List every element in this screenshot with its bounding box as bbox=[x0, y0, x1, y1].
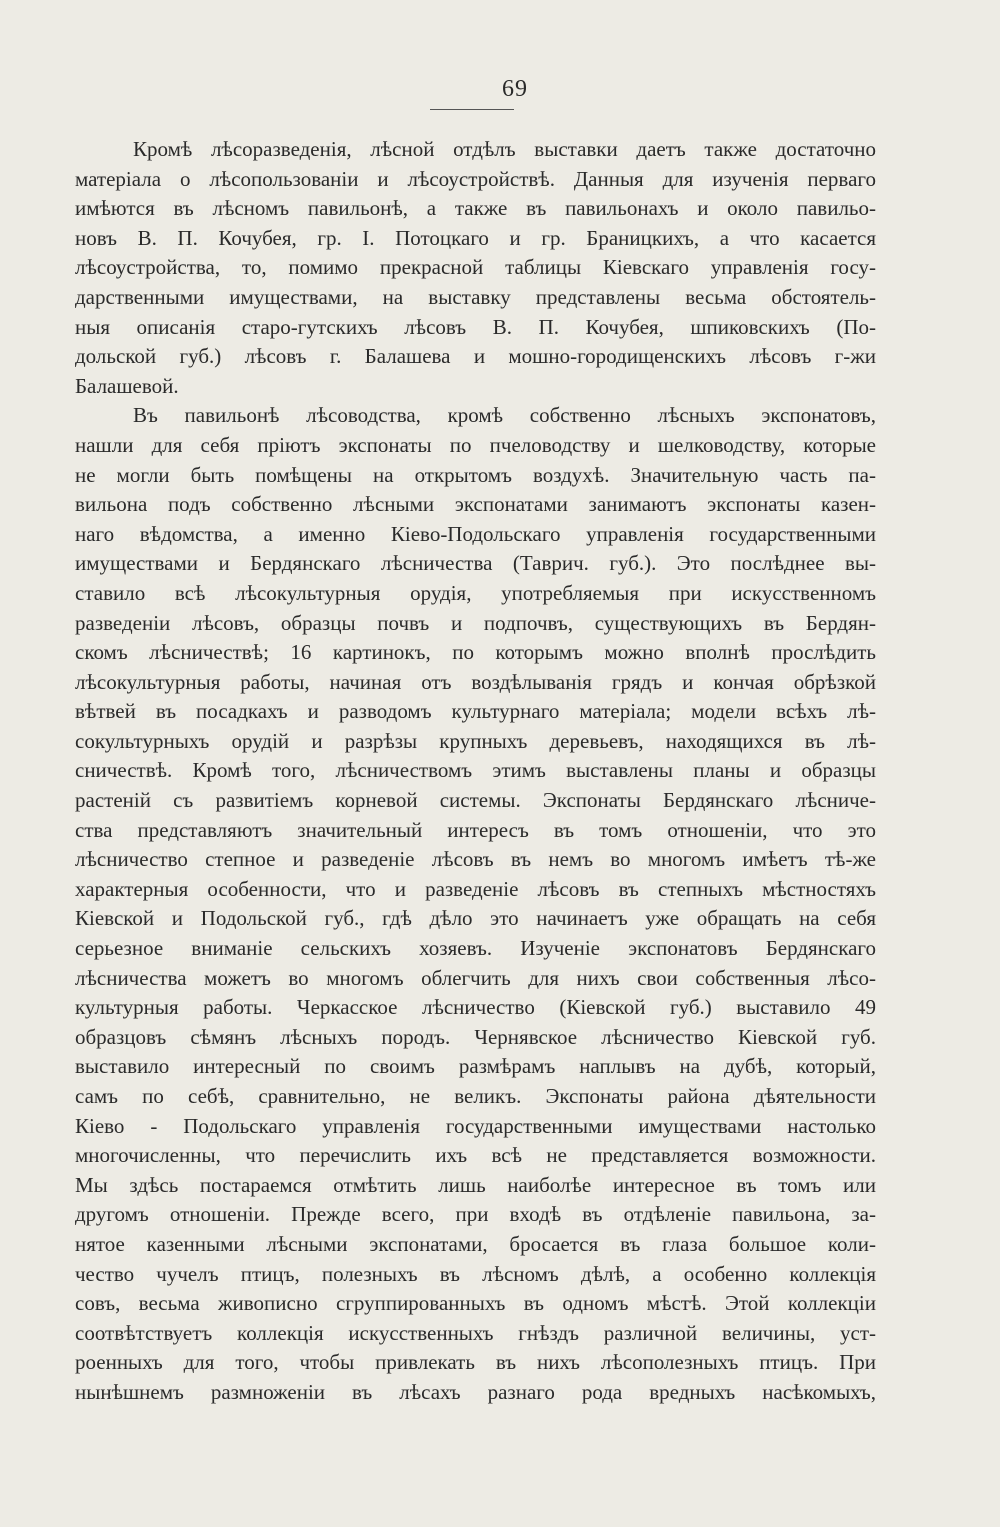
text-line: Кіево - Подольскаго управленія государственными имуществами настолько bbox=[75, 1113, 876, 1138]
text-line: лѣсничества можетъ во многомъ облегчить для нихъ свои собственныя лѣсо- bbox=[75, 965, 876, 990]
text-line: Балашевой. bbox=[75, 373, 179, 398]
text-line: ныя описанія старо-гутскихъ лѣсовъ В. П. Кочубея, шпиковскихъ (По- bbox=[75, 314, 876, 339]
text-line: роенныхъ для того, чтобы привлекать въ нихъ лѣсополезныхъ птицъ. При bbox=[75, 1350, 876, 1375]
body-text bbox=[75, 135, 876, 1408]
text-line: дарственными имуществами, на выставку представлены весьма обстоятель- bbox=[75, 284, 876, 309]
text-line: наго вѣдомства, а именно Кіево-Подольскаго управленія государственными bbox=[75, 521, 876, 546]
text-line: дольской губ.) лѣсовъ г. Балашева и мошно-городищенскихъ лѣсовъ г-жи bbox=[75, 344, 876, 369]
text-line: Кромѣ лѣсоразведенія, лѣсной отдѣлъ выставки даетъ также достаточно bbox=[133, 137, 876, 161]
text-line: лѣсничество степное и разведеніе лѣсовъ въ немъ во многомъ имѣетъ тѣ-же bbox=[75, 847, 876, 872]
text-line: сокультурныхъ орудій и разрѣзы крупныхъ деревьевъ, находящихся въ лѣ- bbox=[75, 728, 876, 753]
text-line: нашли для себя пріютъ экспонаты по пчеловодству и шелководству, которые bbox=[75, 432, 876, 457]
text-line: Въ павильонѣ лѣсоводства, кромѣ собственно лѣсныхъ экспонатовъ, bbox=[133, 403, 876, 428]
text-line: другомъ отношеніи. Прежде всего, при входѣ въ отдѣленіе павильона, за- bbox=[75, 1202, 876, 1227]
text-line: вильона подъ собственно лѣсными экспонатами занимаютъ экспонаты казен- bbox=[75, 492, 876, 517]
text-line: Кіевской и Подольской губ., гдѣ дѣло это начинаетъ уже обращать на себя bbox=[75, 906, 876, 931]
text-line: разведеніи лѣсовъ, образцы почвъ и подпочвъ, существующихъ въ Бердян- bbox=[75, 610, 876, 635]
text-line: характерныя особенности, что и разведеніе лѣсовъ въ степныхъ мѣстностяхъ bbox=[75, 876, 876, 901]
paragraph-2 bbox=[75, 401, 876, 1407]
page-number: 69 bbox=[502, 76, 528, 102]
text-line: самъ по себѣ, сравнительно, не великъ. Экспонаты района дѣятельности bbox=[75, 1084, 876, 1108]
text-line: чество чучелъ птицъ, полезныхъ въ лѣсномъ дѣлѣ, а особенно коллекція bbox=[75, 1261, 876, 1286]
text-line: растеній съ развитіемъ корневой системы. Экспонаты Бердянскаго лѣсниче- bbox=[75, 788, 876, 813]
text-line: вѣтвей въ посадкахъ и разводомъ культурнаго матеріала; модели всѣхъ лѣ- bbox=[75, 699, 876, 724]
text-line: Мы здѣсь постараемся отмѣтить лишь наиболѣе интересное въ томъ или bbox=[75, 1172, 876, 1197]
text-line: соотвѣтствуетъ коллекція искусственныхъ гнѣздъ различной величины, уст- bbox=[75, 1320, 876, 1345]
text-line: лѣсоустройства, то, помимо прекрасной таблицы Кіевскаго управленія госу- bbox=[75, 255, 876, 280]
text-line: культурныя работы. Черкасское лѣсничество (Кіевской губ.) выставило 49 bbox=[75, 995, 876, 1020]
page-number-rule bbox=[430, 109, 514, 110]
text-line: выставило интересный по своимъ размѣрамъ наплывъ на дубѣ, который, bbox=[75, 1054, 876, 1079]
text-line: новъ В. П. Кочубея, гр. І. Потоцкаго и гр. Браницкихъ, а что касается bbox=[75, 225, 876, 250]
text-line: образцовъ сѣмянъ лѣсныхъ породъ. Чернявское лѣсничество Кіевской губ. bbox=[75, 1024, 876, 1049]
paragraph-1 bbox=[75, 135, 876, 401]
text-line: нятое казенными лѣсными экспонатами, бросается въ глаза большое коли- bbox=[75, 1231, 876, 1256]
text-line: не могли быть помѣщены на открытомъ воздухѣ. Значительную часть па- bbox=[75, 462, 876, 487]
text-line: многочисленны, что перечислить ихъ всѣ не представляется возможности. bbox=[75, 1143, 876, 1168]
text-line: ставило всѣ лѣсокультурныя орудія, употребляемыя при искусственномъ bbox=[75, 580, 876, 605]
text-line: имѣются въ лѣсномъ павильонѣ, а также въ павильонахъ и около павильо- bbox=[75, 196, 876, 221]
text-line: серьезное вниманіе сельскихъ хозяевъ. Изученіе экспонатовъ Бердянскаго bbox=[75, 936, 876, 961]
text-line: сничествѣ. Кромѣ того, лѣсничествомъ этимъ выставлены планы и образцы bbox=[75, 758, 876, 783]
text-line: матеріала о лѣсопользованіи и лѣсоустройствѣ. Данныя для изученія перваго bbox=[75, 166, 876, 191]
text-line: имуществами и Бердянскаго лѣсничества (Таврич. губ.). Это послѣднее вы- bbox=[75, 551, 876, 576]
text-line: нынѣшнемъ размноженіи въ лѣсахъ разнаго рода вредныхъ насѣкомыхъ, bbox=[75, 1379, 876, 1404]
text-line: скомъ лѣсничествѣ; 16 картинокъ, по которымъ можно вполнѣ прослѣдить bbox=[75, 640, 876, 665]
text-line: лѣсокультурныя работы, начиная отъ воздѣлыванія грядъ и кончая обрѣзкой bbox=[75, 669, 876, 694]
text-line: ства представляютъ значительный интересъ въ томъ отношеніи, что это bbox=[75, 817, 876, 842]
text-line: совъ, весьма живописно сгруппированныхъ въ одномъ мѣстѣ. Этой коллекціи bbox=[75, 1291, 876, 1316]
